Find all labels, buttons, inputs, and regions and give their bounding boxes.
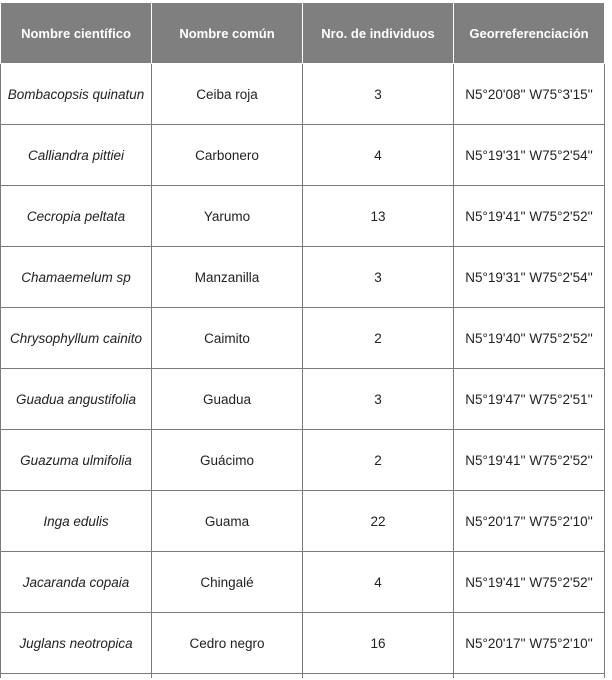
count-cell: 3 — [303, 369, 454, 430]
table-row-cut-off — [1, 674, 605, 679]
geo-cell: N5°20'17'' W75°2'10'' — [454, 613, 605, 674]
empty-cell — [1, 674, 152, 679]
table-row — [1, 308, 605, 369]
common-name-cell: Ceiba roja — [152, 64, 303, 125]
scientific-name-cell: Inga edulis — [1, 491, 152, 552]
geo-cell: N5°19'41'' W75°2'52'' — [454, 552, 605, 613]
species-table — [0, 2, 605, 678]
common-name-cell: Guácimo — [152, 430, 303, 491]
count-cell: 22 — [303, 491, 454, 552]
scientific-name-cell: Chrysophyllum cainito — [1, 308, 152, 369]
geo-cell: N5°19'40'' W75°2'52'' — [454, 308, 605, 369]
table-row — [1, 491, 605, 552]
count-cell: 13 — [303, 186, 454, 247]
table-row — [1, 369, 605, 430]
common-name-cell: Chingalé — [152, 552, 303, 613]
table-row — [1, 430, 605, 491]
count-cell: 16 — [303, 613, 454, 674]
common-name-cell: Guama — [152, 491, 303, 552]
count-cell: 4 — [303, 125, 454, 186]
geo-cell: N5°20'17'' W75°2'10'' — [454, 491, 605, 552]
count-cell: 3 — [303, 247, 454, 308]
table-row — [1, 613, 605, 674]
count-cell: 3 — [303, 64, 454, 125]
scientific-name-cell: Guadua angustifolia — [1, 369, 152, 430]
count-cell: 2 — [303, 430, 454, 491]
header-row — [1, 3, 605, 64]
scientific-name-cell: Guazuma ulmifolia — [1, 430, 152, 491]
table-row — [1, 64, 605, 125]
geo-cell: N5°19'31'' W75°2'54'' — [454, 247, 605, 308]
scientific-name-cell: Bombacopsis quinatun — [1, 64, 152, 125]
scientific-name-cell: Chamaemelum sp — [1, 247, 152, 308]
header-individual-count: Nro. de individuos — [303, 3, 454, 64]
count-cell: 4 — [303, 552, 454, 613]
common-name-cell: Guadua — [152, 369, 303, 430]
common-name-cell: Manzanilla — [152, 247, 303, 308]
table-row — [1, 125, 605, 186]
scientific-name-cell: Calliandra pittiei — [1, 125, 152, 186]
geo-cell: N5°19'47'' W75°2'51'' — [454, 369, 605, 430]
header-georeference: Georreferenciación — [454, 3, 605, 64]
common-name-cell: Caimito — [152, 308, 303, 369]
scientific-name-cell: Juglans neotropica — [1, 613, 152, 674]
common-name-cell: Yarumo — [152, 186, 303, 247]
table-row — [1, 552, 605, 613]
geo-cell: N5°19'31'' W75°2'54'' — [454, 125, 605, 186]
empty-cell — [152, 674, 303, 679]
header-common-name: Nombre común — [152, 3, 303, 64]
geo-cell: N5°19'41'' W75°2'52'' — [454, 186, 605, 247]
empty-cell — [303, 674, 454, 679]
geo-cell: N5°20'08'' W75°3'15'' — [454, 64, 605, 125]
scientific-name-cell: Jacaranda copaia — [1, 552, 152, 613]
table-row — [1, 186, 605, 247]
scientific-name-cell: Cecropia peltata — [1, 186, 152, 247]
empty-cell — [454, 674, 605, 679]
common-name-cell: Cedro negro — [152, 613, 303, 674]
count-cell: 2 — [303, 308, 454, 369]
table-row — [1, 247, 605, 308]
geo-cell: N5°19'41'' W75°2'52'' — [454, 430, 605, 491]
common-name-cell: Carbonero — [152, 125, 303, 186]
species-table-container — [0, 2, 604, 678]
header-scientific-name: Nombre científico — [1, 3, 152, 64]
